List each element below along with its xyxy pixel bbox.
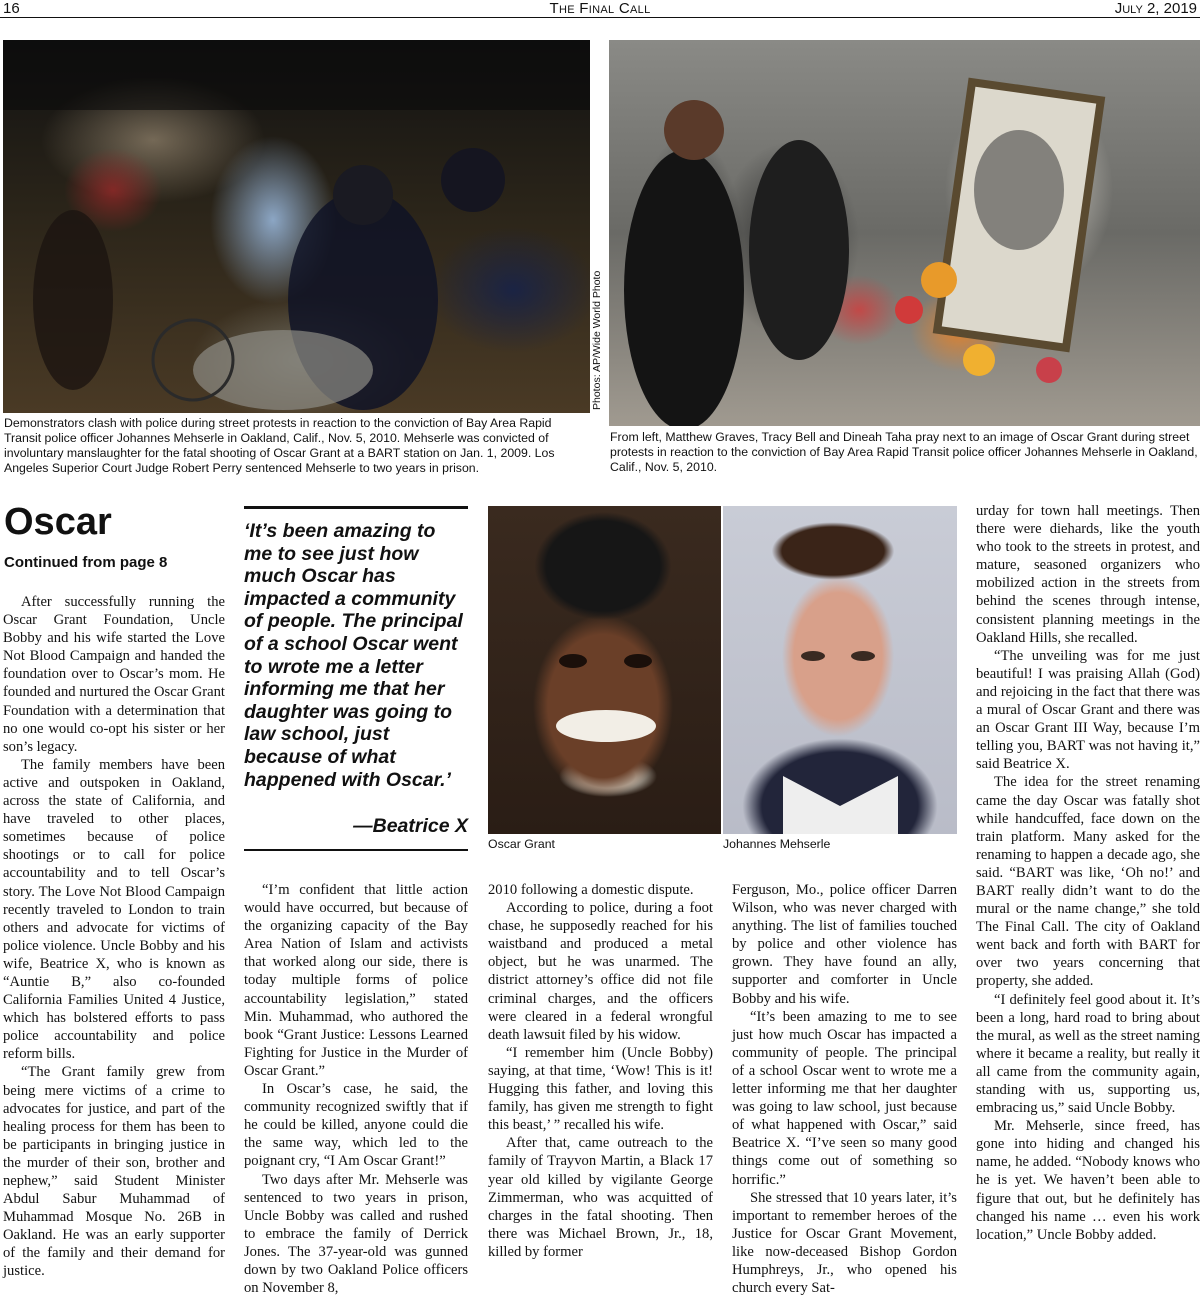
pull-quote-bottom-rule: [244, 849, 468, 851]
vigil-photo-caption: From left, Matthew Graves, Tracy Bell and Dineah Taha pray next to an image of Oscar Grant during street protests in reaction to the conviction of Bay Area Rapid Transit police officer Johannes Mehserle in Oakland, Calif., Nov. 5, 2010.: [610, 430, 1198, 474]
prayer-vigil-photo: [609, 40, 1200, 426]
pull-quote: ‘It’s been amazing to me to see just how much Oscar has impacted a community of people. The principal of a school Oscar went to wrote me a letter informing me that her daughter was going to law school, just because of what happened with Oscar.’: [244, 520, 463, 791]
paragraph: Ferguson, Mo., police officer Darren Wilson, who was never charged with anything. The list of families touched by police and other violence has grown. They have found an ally, supporter and comforter in Uncle Bobby and his wife.: [732, 882, 957, 1007]
protest-clash-photo: [3, 40, 590, 413]
paragraph: Mr. Mehserle, since freed, has gone into hiding and changed his name, he added. “Nobody knows who he is yet. We haven’t been able to figure that out, but he definitely has changed his name … even his work location,” Uncle Bobby added.: [976, 1118, 1200, 1243]
paragraph: The idea for the street renaming came the day Oscar was fatally shot while handcuffed, face down on the train platform. Many asked for the renaming to happen a decade ago, she said. “BART was like, ‘Oh no!’ and BART really didn’t want to do the mural or the name change,” she told The Final Call. The city of Oakland went back and forth with BART for over two years concerning that property, she added.: [976, 774, 1200, 990]
paragraph: After successfully running the Oscar Grant Foundation, Uncle Bobby and his wife started the Love Not Blood Campaign and handed the foundation over to Oscar’s mom. He founded and nurtured the Oscar Grant Foundation with a determination that no one would co-opt his sister or her son’s legacy.: [3, 594, 225, 755]
protest-photo-caption: Demonstrators clash with police during street protests in reaction to the conviction of Bay Area Rapid Transit police officer Johannes Mehserle in Oakland, Calif., Nov. 5, 2010. Mehserle was convicted of involuntary manslaughter for the fatal shooting of Oscar Grant at a BART station on Jan. 1, 2009. Los Angeles Superior Court Judge Robert Perry sentenced Mehserle to two years in prison.: [4, 416, 555, 475]
mehserle-caption: Johannes Mehserle: [723, 837, 831, 851]
paragraph: After that, came outreach to the family of Trayvon Martin, a Black 17 year old killed by vigilante George Zimmerman, who was acquitted of charges in the fatal shooting. Then there was Michael Brown, Jr., 18, killed by former: [488, 1135, 713, 1260]
page-header: [0, 0, 1200, 17]
pull-quote-attribution: —Beatrice X: [353, 815, 468, 837]
article-column-4: [732, 881, 957, 1297]
article-column-1: [3, 593, 225, 1281]
publication-name: The Final Call: [549, 0, 651, 17]
article-column-2: [244, 881, 468, 1297]
paragraph: 2010 following a domestic dispute.: [488, 882, 694, 898]
pull-quote-top-rule: [244, 506, 468, 509]
paragraph: According to police, during a foot chase, he supposedly reached for his waistband and produced a metal object, but he was unarmed. The district attorney’s office did not file criminal charges, and the officers were cleared in a federal wrongful death lawsuit filed by his widow.: [488, 900, 713, 1043]
paragraph: She stressed that 10 years later, it’s important to remember heroes of the Justice for Oscar Grant Movement, like now-deceased Bishop Gordon Humphreys, Jr., who opened his church every Sat-: [732, 1189, 957, 1297]
oscar-grant-portrait: [488, 506, 721, 834]
paragraph: “It’s been amazing to me to see just how much Oscar has impacted a community of people. The principal of a school Oscar went to wrote me a letter informing me that her daughter was going to law school, just because of what happened with Oscar,” said Beatrice X. “I’ve seen so many good things come out of something so horrific.”: [732, 1008, 957, 1188]
johannes-mehserle-portrait: [723, 506, 957, 834]
continued-from-note: Continued from page 8: [4, 554, 168, 571]
paragraph: urday for town hall meetings. Then there were diehards, like the youth who took to the streets in protest, and mature, seasoned organizers who mobilized action in the streets from behind the scenes through intense, consistent planning meetings in the Oakland Hills, she recalled.: [976, 503, 1200, 646]
paragraph: In Oscar’s case, he said, the community recognized swiftly that if he could be killed, anyone could die the same way, which led to the poignant cry, “I Am Oscar Grant!”: [244, 1081, 468, 1170]
header-rule: [0, 17, 1200, 18]
paragraph: The family members have been active and outspoken in Oakland, across the state of California, and have traveled to other places, sometimes because of police shootings or to call for police accountability and to tell Oscar’s story. The Love Not Blood Campaign recently traveled to London to train others and advocate for victims of police violence. Uncle Bobby and his wife, Beatrice X, who is known as “Auntie B,” also co-founded California Families United 4 Justice, which has bolstered efforts to pass police accountability and police reform bills.: [3, 756, 225, 1063]
paragraph: Two days after Mr. Mehserle was sentenced to two years in prison, Uncle Bobby was called and rushed to embrace the family of Derrick Jones. The 37-year-old was gunned down by two Oakland Police officers on November 8,: [244, 1171, 468, 1297]
paragraph: “The Grant family grew from being mere victims of a crime to advocates for justice, and part of the healing process for them has been to be participants in bringing justice in the murder of their son, brother and nephew,” said Student Minister Abdul Sabur Muhammad of Muhammad Mosque No. 26B in Oakland. He was an early supporter of the family and their demand for justice.: [3, 1064, 225, 1280]
paragraph: “I’m confident that little action would have occurred, but because of the organizing capacity of the Bay Area Nation of Islam and activists that worked along our side, there is today multiple forms of police accountability legislation,” stated Min. Muhammad, who authored the book “Grant Justice: Lessons Learned Fighting for Justice in the Murder of Oscar Grant.”: [244, 882, 468, 1079]
article-headline: Oscar: [4, 501, 112, 543]
paragraph: “The unveiling was for me just beautiful! I was praising Allah (God) and rejoicing in the fact that there was a mural of Oscar Grant and there was an Oscar Grant III Way, because I’m telling you, BART was not having it,” said Beatrice X.: [976, 647, 1200, 773]
paragraph: “I remember him (Uncle Bobby) saying, at that time, ‘Wow! This is it! Hugging this father, and loving this family, has given me strength to fight this beast,’ ” recalled his wife.: [488, 1044, 713, 1134]
issue-date: July 2, 2019: [1114, 0, 1197, 17]
page-number: 16: [3, 0, 20, 17]
paragraph: “I definitely feel good about it. It’s been a long, hard road to bring about the mural, as well as the street naming where it became a reality, but really it all came from the community again, standing with us, supporting us, embracing us,” said Uncle Bobby.: [976, 991, 1200, 1117]
photo-credit: Photos: AP/Wide World Photo: [591, 270, 603, 410]
article-column-5: [976, 502, 1200, 1244]
oscar-grant-caption: Oscar Grant: [488, 837, 555, 851]
article-column-3: [488, 881, 713, 1261]
